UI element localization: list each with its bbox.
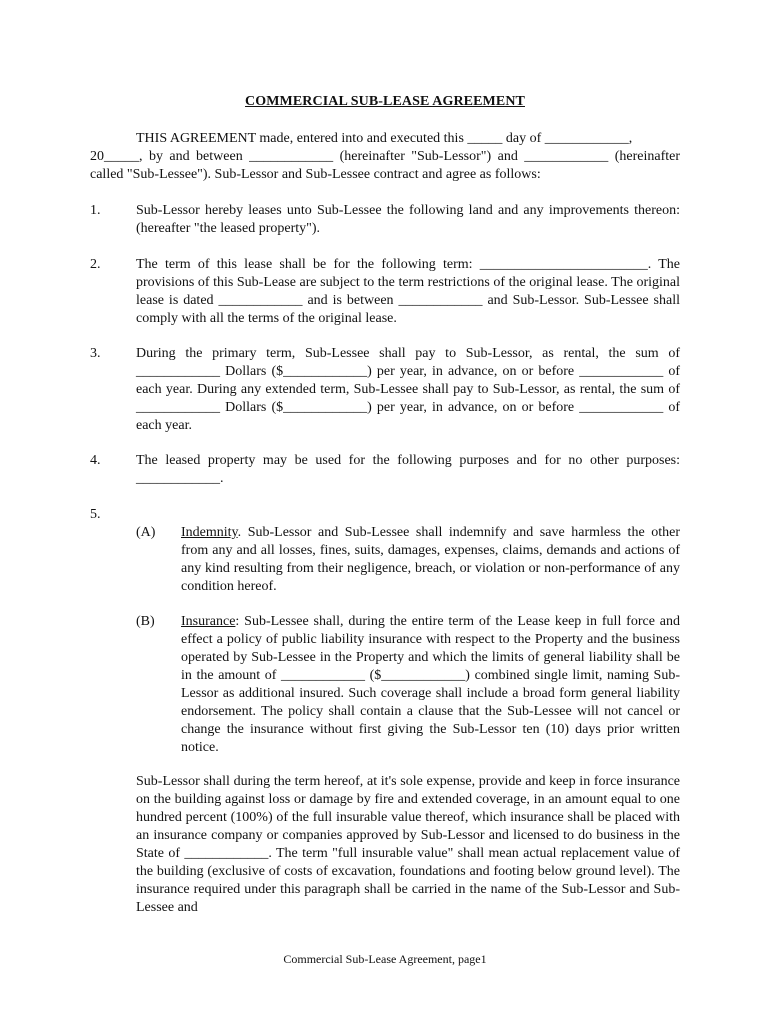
clause-2 <box>90 256 680 328</box>
clause-text: During the primary term, Sub-Lessee shall pay to Sub-Lessor, as rental, the sum of ____________ Dollars ($____________) per year, in advance, on or before ____________ of each year. During any extended term, Sub-Lessee shall pay to Sub-Lessor, as rental, the sum of ____________ Dollars ($____________) per year, in advance, on or before ____________ of each year. <box>136 346 680 433</box>
clause-3 <box>90 345 680 435</box>
insurance-paragraph: Sub-Lessor shall during the term hereof, at it's sole expense, provide and keep in force insurance on the building against loss or damage by fire and extended coverage, in an amount equal to one hundred percent (100%) of the full insurable value thereof, which insurance shall be placed with an insurance company or companies approved by Sub-Lessor and licensed to do business in the State of ____________. The term "full insurable value" shall mean actual replacement value of the building (exclusive of costs of excavation, foundations and footing below ground level). The insurance required under this paragraph shall be carried in the name of the Sub-Lessor and Sub-Lessee and <box>136 774 680 915</box>
clause-number: 3. <box>90 346 101 361</box>
subclause-a <box>136 524 680 596</box>
subclause-b <box>136 613 680 757</box>
clause-text: Sub-Lessor hereby leases unto Sub-Lessee the following land and any improvements thereon: (hereafter "the leased property"). <box>136 203 680 236</box>
intro-rest: 20_____, by and between ____________ (hereinafter "Sub-Lessor") and ____________ (hereinafter called "Sub-Lessee"). Sub-Lessor and Sub-Lessee contract and agree as follows: <box>90 149 680 182</box>
intro-paragraph <box>90 130 680 184</box>
subclause-label: (A) <box>136 525 156 540</box>
clause-number: 5. <box>90 507 101 522</box>
intro-line-1: THIS AGREEMENT made, entered into and executed this _____ day of ____________, <box>136 131 633 146</box>
subclause-text <box>181 524 680 596</box>
subclause-heading: Indemnity <box>181 525 238 540</box>
clause-text: The leased property may be used for the following purposes and for no other purposes: ____________. <box>136 453 680 486</box>
subclause-text <box>181 613 680 757</box>
clause-4 <box>90 452 680 488</box>
clause-number: 4. <box>90 453 101 468</box>
clause-number: 2. <box>90 257 101 272</box>
clause-number: 1. <box>90 203 101 218</box>
subclause-heading: Insurance <box>181 614 236 629</box>
subclause-body: . Sub-Lessor and Sub-Lessee shall indemnify and save harmless the other from any and all losses, fines, suits, damages, expenses, claims, demands and actions of any kind resulting from their negligence, breach, or violation or non-performance of any condition hereof. <box>181 525 680 594</box>
clause-1 <box>90 202 680 238</box>
subclause-body: : Sub-Lessee shall, during the entire term of the Lease keep in full force and effect a policy of public liability insurance with respect to the Property and the business operated by Sub-Lessee in the Property and which the limits of general liability shall be in the amount of ____________ ($____________) combined single limit, naming Sub-Lessor as additional insured. Such coverage shall include a broad form general liability endorsement. The policy shall contain a clause that the Sub-Lessee will not cancel or change the insurance without first giving the Sub-Lessor ten (10) days prior written notice. <box>181 614 680 755</box>
clause-text: The term of this lease shall be for the following term: ________________________. The provisions of this Sub-Lease are subject to the term restrictions of the original lease. The original lease is dated ____________ and is between ____________ and Sub-Lessor. Sub-Lessee shall comply with all the terms of the original lease. <box>136 257 680 326</box>
document-title: COMMERCIAL SUB-LEASE AGREEMENT <box>245 94 525 109</box>
subclause-label: (B) <box>136 614 155 629</box>
page-footer: Commercial Sub-Lease Agreement, page1 <box>283 952 487 966</box>
